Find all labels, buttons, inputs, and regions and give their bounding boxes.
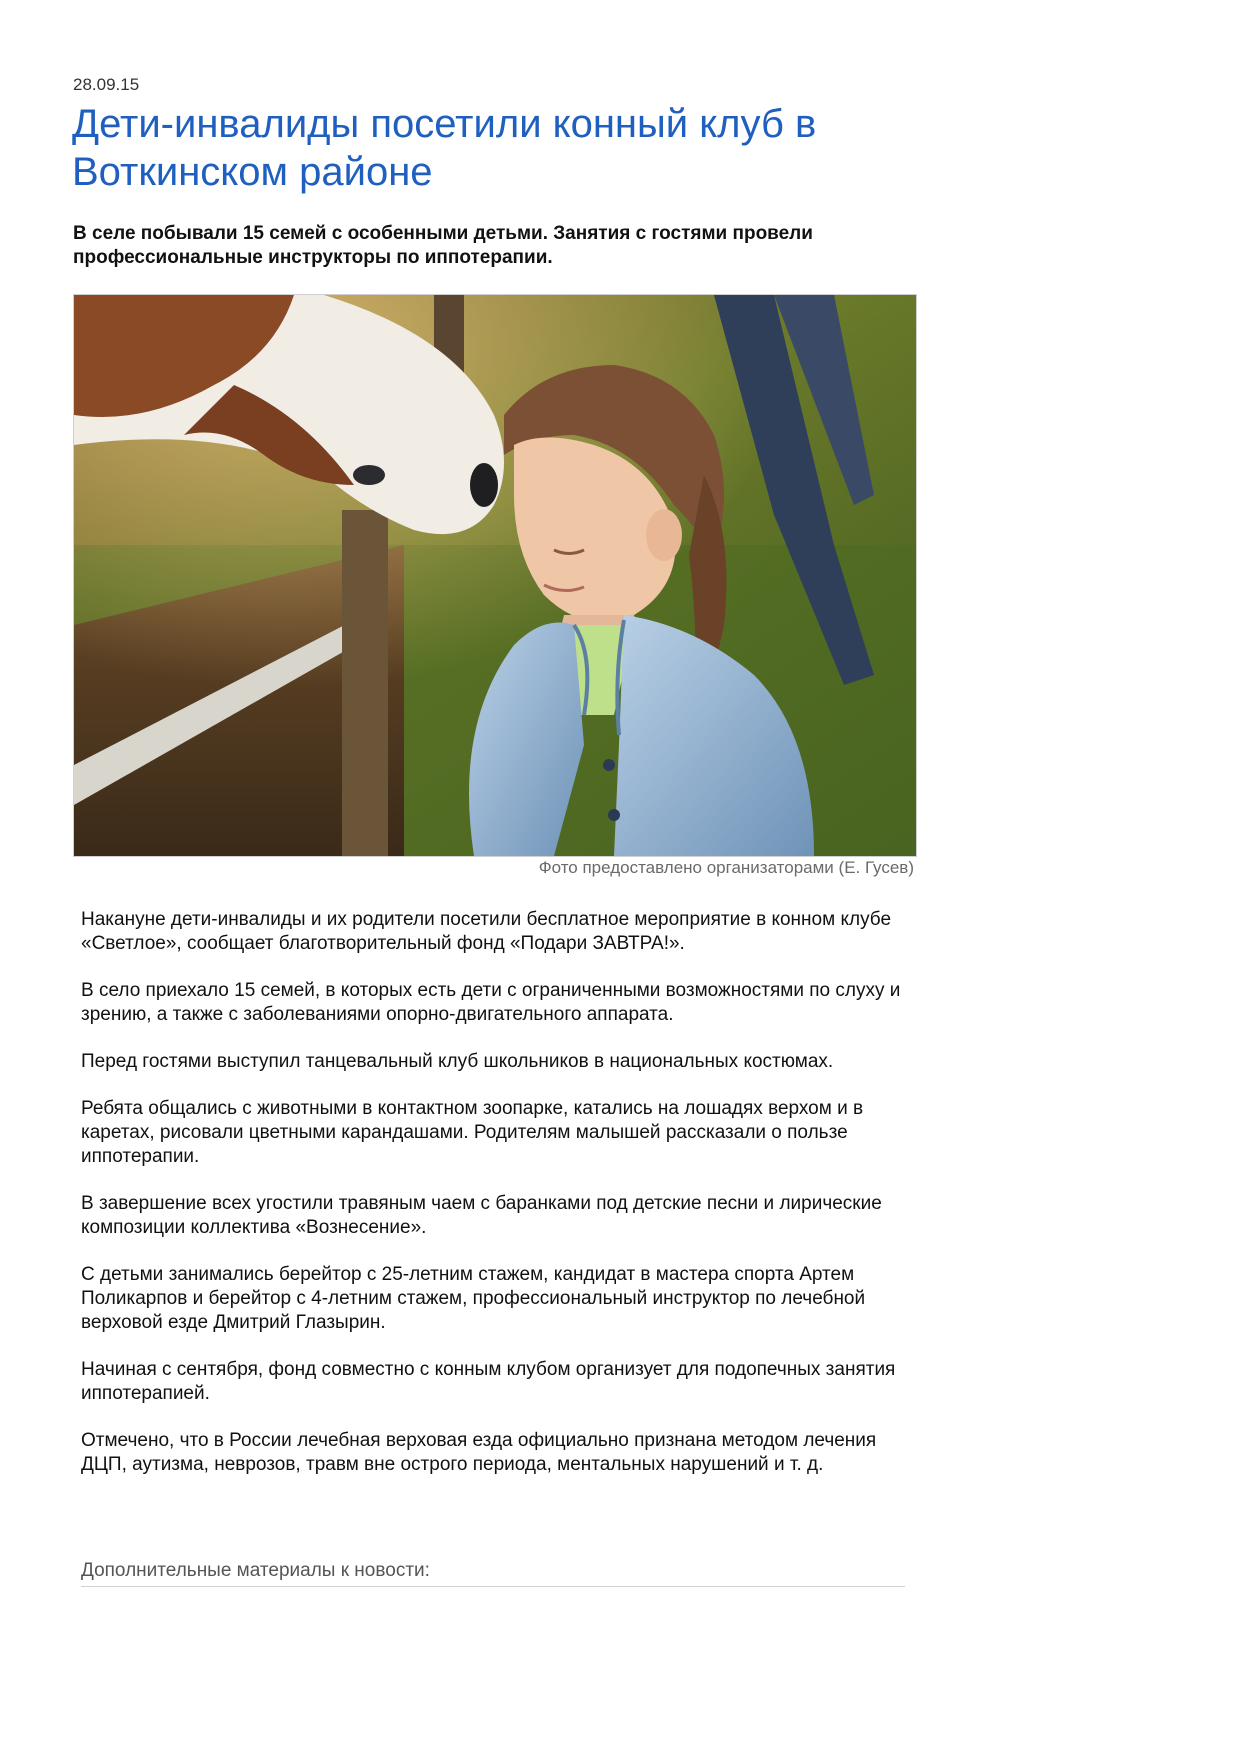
article-paragraph: Начиная с сентября, фонд совместно с конным клубом организует для подопечных занятия иппотерапией. [81,1359,896,1404]
article-paragraph: Ребята общались с животными в контактном зоопарке, катались на лошадях верхом и в каретах, рисовали цветными карандашами. Родителям малышей рассказали о пользе иппотерапии. [81,1098,864,1167]
article-body [81,908,911,1500]
article-photo [73,294,917,857]
additional-materials-heading: Дополнительные материалы к новости: [81,1560,905,1587]
article-date: 28.09.15 [73,75,140,94]
article-paragraph: В село приехало 15 семей, в которых есть дети с ограниченными возможностями по слуху и зрению, а также с заболеваниями опорно-двигательного аппарата. [81,980,901,1025]
photo-girl-with-horse [74,295,916,856]
article-paragraph: В завершение всех угостили травяным чаем с баранками под детские песни и лирические композиции коллектива «Вознесение». [81,1193,882,1238]
article-headline[interactable]: Дети-инвалиды посетили конный клуб в Воткинском районе [72,102,817,194]
article-paragraph: Отмечено, что в России лечебная верховая езда официально признана методом лечения ДЦП, аутизма, неврозов, травм вне острого периода, ментальных нарушений и т. д. [81,1430,877,1475]
photo-caption: Фото предоставлено организаторами (Е. Гусев) [538,858,914,877]
article-paragraph: Накануне дети-инвалиды и их родители посетили бесплатное мероприятие в конном клубе «Светлое», сообщает благотворительный фонд «Подари ЗАВТРА!». [81,909,892,954]
article-paragraph: Перед гостями выступил танцевальный клуб школьников в национальных костюмах. [81,1051,834,1072]
article-paragraph: С детьми занимались берейтор с 25-летним стажем, кандидат в мастера спорта Артем Поликарпов и берейтор с 4-летним стажем, профессиональный инструктор по лечебной верховой езде Дмитрий Глазырин. [81,1264,866,1333]
article-lead: В селе побывали 15 семей с особенными детьми. Занятия с гостями провели профессиональные инструкторы по иппотерапии. [73,223,813,268]
